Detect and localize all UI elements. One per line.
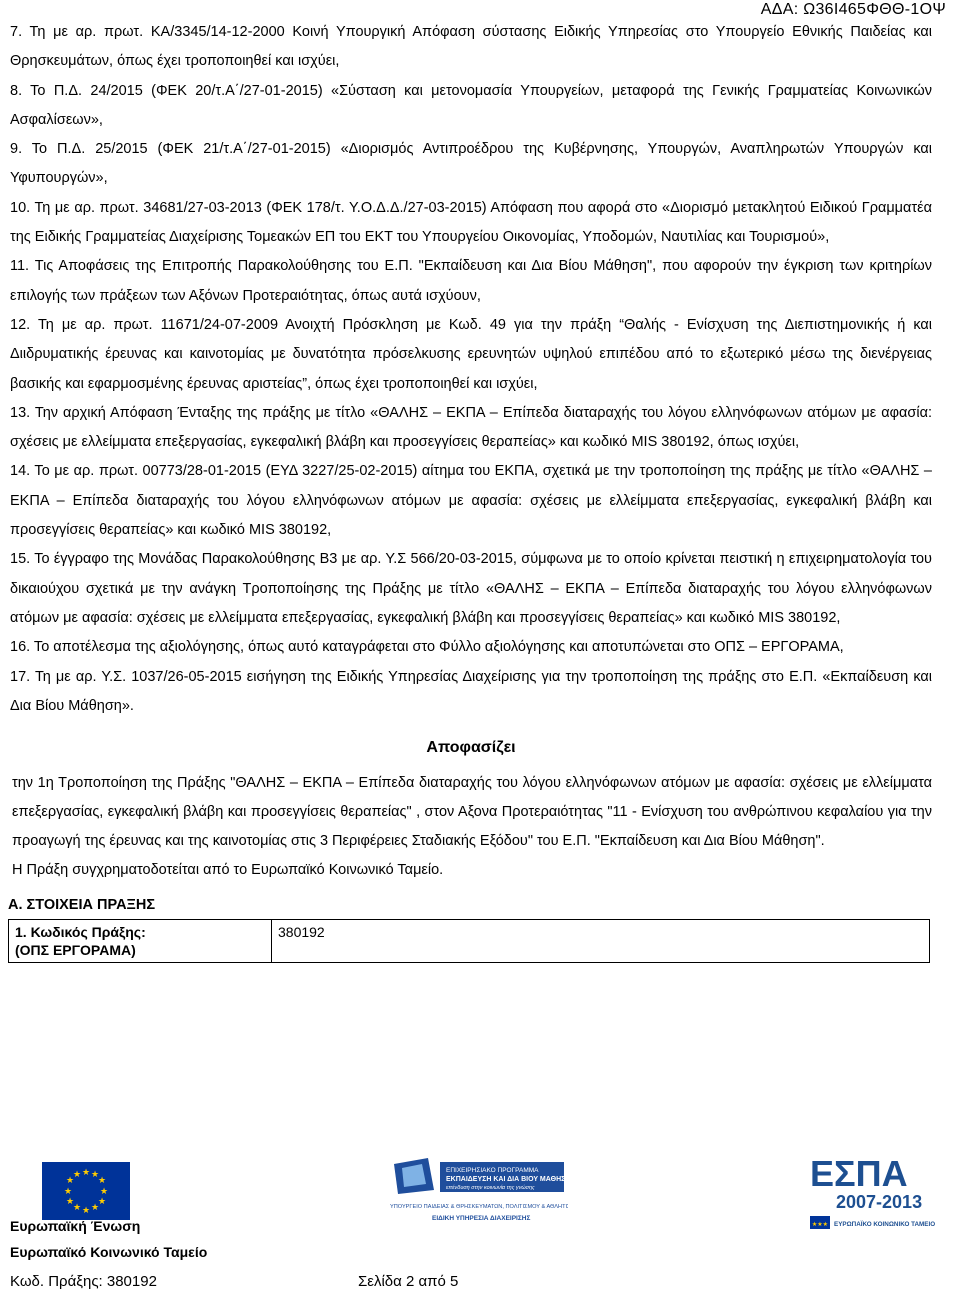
espa-logo xyxy=(806,1152,954,1234)
eu-caption-2: Ευρωπαϊκό Κοινωνικό Ταμείο xyxy=(10,1244,208,1260)
document-body xyxy=(10,18,932,963)
svg-text:★★★: ★★★ xyxy=(811,1221,829,1228)
svg-text:★: ★ xyxy=(72,1170,82,1180)
svg-text:★: ★ xyxy=(97,1176,107,1186)
project-code-label xyxy=(9,920,272,963)
espa-sub: ΕΥΡΩΠΑΪΚΟ ΚΟΙΝΩΝΙΚΟ ΤΑΜΕΙΟ xyxy=(834,1221,936,1228)
paragraph-15: 15. Το έγγραφο της Μονάδας Παρακολούθησης Β3 με αρ. Υ.Σ 566/20-03-2015, σύμφωνα με το οποίο κρίνεται πειστική η επιχειρηματολογία του δικαιούχου σχετικά με την ανάγκη Τροποποίησης της Πράξης με τίτλο «ΘΑΛΗΣ – ΕΚΠΑ – Επίπεδα διαταραχής του λόγου ελληνόφωνων ατόμων με αφασία: σχέσεις με ελλείμματα επεξεργασίας, εγκεφαλική βλάβη και προσεγγίσεις θεραπείας» και κωδικό MIS 380192, xyxy=(10,551,932,626)
svg-text:★: ★ xyxy=(81,1168,91,1178)
footer-page-info: Σελίδα 2 από 5 xyxy=(358,1273,459,1290)
ada-code: ΑΔΑ: Ω36Ι465ΦΘΘ-1ΟΨ xyxy=(760,1,946,18)
lll-text-3: επένδυση στην κοινωνία της γνώσης xyxy=(446,1185,535,1191)
lll-text-1: ΕΠΙΧΕΙΡΗΣΙΑΚΟ ΠΡΟΓΡΑΜΜΑ xyxy=(446,1167,539,1174)
project-code-value: 380192 xyxy=(272,920,930,963)
decision-block xyxy=(12,769,932,885)
paragraph-12: 12. Τη με αρ. πρωτ. 11671/24-07-2009 Ανοιχτή Πρόσκληση με Κωδ. 49 για την πράξη “Θαλής - Ενίσχυση της Διεπιστημονικής ή και Διιδρυματικής έρευνας και καινοτομίας με δυνατότητα πρόσελκυσης ερευνητών υψηλού επιπέδου από το εξωτερικό μέσω της διενέργειας βασικής και εφαρμοσμένης έρευνας αριστείας”, όπως έχει τροποποιηθεί και ισχύει, xyxy=(10,316,932,392)
espa-years: 2007-2013 xyxy=(836,1192,923,1212)
svg-text:★: ★ xyxy=(99,1187,109,1197)
paragraph-10: 10. Τη με αρ. πρωτ. 34681/27-03-2013 (ΦΕΚ 178/τ. Υ.Ο.Δ.Δ./27-03-2015) Απόφαση που αφορά στο «Διορισμό μετακλητού Ειδικού Γραμματέα της Ειδικής Γραμματείας Διαχείρισης Τομεακών ΕΠ του ΕΚΤ του Υπουργείου Οικονομίας, Υποδομών, Ναυτιλίας και Τουρισμού», xyxy=(10,199,932,246)
svg-text:★: ★ xyxy=(81,1206,91,1216)
eu-caption-1: Ευρωπαϊκή Ένωση xyxy=(10,1218,141,1234)
section-title: Α. ΣΤΟΙΧΕΙΑ ΠΡΑΞΗΣ xyxy=(8,897,156,914)
svg-text:★: ★ xyxy=(72,1203,82,1213)
lll-program-logo xyxy=(388,1154,568,1228)
decision-text: την 1η Τροποποίηση της Πράξης "ΘΑΛΗΣ – ΕΚΠΑ – Επίπεδα διαταραχής του λόγου ελληνόφωνων ατόμων με αφασία: σχέσεις με ελλείμματα επεξεργασίας, εγκεφαλική βλάβη και προσεγγίσεις θεραπείας" , στον Αξονα Προτεραιότητας "11 - Ενίσχυση του ανθρώπινου κεφαλαίου για την προαγωγή της έρευνας και της καινοτομίας στις 3 Περιφέρειες Σταδιακής Εξόδου" του Ε.Π. "Εκπαίδευση και Δια Βίου Μάθηση". xyxy=(12,775,932,850)
svg-text:★: ★ xyxy=(63,1187,73,1197)
project-info-table xyxy=(8,919,930,963)
paragraph-14: 14. Το με αρ. πρωτ. 00773/28-01-2015 (ΕΥΔ 3227/25-02-2015) αίτημα του ΕΚΠΑ, σχετικά με την τροποποίηση της πράξης με τίτλο «ΘΑΛΗΣ – ΕΚΠΑ – Επίπεδα διαταραχής του λόγου ελληνόφωνων ατόμων με αφασία: σχέσεις με ελλείμματα επεξεργασίας, εγκεφαλική βλάβη και προσεγγίσεις θεραπείας» και κωδικό MIS 380192, xyxy=(10,463,932,539)
svg-text:★: ★ xyxy=(65,1176,75,1186)
footer-project-code: Κωδ. Πράξης: 380192 xyxy=(10,1273,157,1290)
table-row xyxy=(9,920,930,963)
lll-text-4: ΥΠΟΥΡΓΕΙΟ ΠΑΙΔΕΙΑΣ & ΘΡΗΣΚΕΥΜΑΤΩΝ, ΠΟΛΙΤΙΣΜΟΥ & ΑΘΛΗΤΙΣΜΟΥ xyxy=(390,1204,568,1210)
paragraph-16: 16. Το αποτέλεσμα της αξιολόγησης, όπως αυτό καταγράφεται στο Φύλλο αξιολόγησης και αποτυπώνεται στο ΟΠΣ – ΕΡΓΟΡΑΜΑ, xyxy=(10,639,844,656)
svg-text:★: ★ xyxy=(90,1170,100,1180)
svg-text:★: ★ xyxy=(65,1197,75,1207)
paragraph-13: 13. Την αρχική Απόφαση Ένταξης της πράξης με τίτλο «ΘΑΛΗΣ – ΕΚΠΑ – Επίπεδα διαταραχής του λόγου ελληνόφωνων ατόμων με αφασία: σχέσεις με ελλείμματα επεξεργασίας, εγκεφαλική βλάβη και προσεγγίσεις θεραπείας» και κωδικό MIS 380192, όπως ισχύει, xyxy=(10,404,932,451)
project-code-label-line1: 1. Κωδικός Πράξης: xyxy=(15,924,146,941)
paragraph-17: 17. Τη με αρ. Υ.Σ. 1037/26-05-2015 εισήγηση της Ειδικής Υπηρεσίας Διαχείρισης για την τροποποίηση της πράξης στο Ε.Π. «Εκπαίδευση και Δια Βίου Μάθηση». xyxy=(10,668,932,714)
espa-title: ΕΣΠΑ xyxy=(810,1153,908,1194)
project-code-label-line2: (ΟΠΣ ΕΡΓΟΡΑΜΑ) xyxy=(15,942,136,959)
eu-flag-icon xyxy=(42,1162,130,1220)
paragraph-7: 7. Τη με αρ. πρωτ. ΚΑ/3345/14-12-2000 Κοινή Υπουργική Απόφαση σύστασης Ειδικής Υπηρεσίας στο Υπουργείο Εθνικής Παιδείας και Θρησκευμάτων, όπως έχει τροποποιηθεί και ισχύει, xyxy=(10,24,932,70)
paragraph-11: 11. Τις Αποφάσεις της Επιτροπής Παρακολούθησης του Ε.Π. "Εκπαίδευση και Δια Βίου Μάθηση", που αφορούν την έγκριση των κριτηρίων επιλογής των πράξεων των Αξόνων Προτεραιότητας, όπως αυτά ισχύουν, xyxy=(10,258,932,304)
footer-logos xyxy=(0,1153,960,1262)
funding-text: Η Πράξη συγχρηματοδοτείται από το Ευρωπαϊκό Κοινωνικό Ταμείο. xyxy=(12,862,444,879)
svg-text:★: ★ xyxy=(90,1203,100,1213)
svg-text:★: ★ xyxy=(97,1197,107,1207)
lll-text-5: ΕΙΔΙΚΗ ΥΠΗΡΕΣΙΑ ΔΙΑΧΕΙΡΙΣΗΣ xyxy=(432,1215,531,1222)
paragraph-8: 8. Το Π.Δ. 24/2015 (ΦΕΚ 20/τ.Α΄/27-01-2015) «Σύσταση και μετονομασία Υπουργείων, μεταφορά της Γενικής Γραμματείας Κοινωνικών Ασφαλίσεων», xyxy=(10,82,932,128)
lll-text-2: ΕΚΠΑΙΔΕΥΣΗ ΚΑΙ ΔΙΑ ΒΙΟΥ ΜΑΘΗΣΗ xyxy=(446,1176,568,1183)
paragraph-9: 9. Το Π.Δ. 25/2015 (ΦΕΚ 21/τ.Α΄/27-01-2015) «Διορισμός Αντιπροέδρου της Κυβέρνησης, Υπουργών, Αναπληρωτών Υπουργών και Υφυπουργών», xyxy=(10,141,932,187)
decision-heading: Αποφασίζει xyxy=(426,739,516,757)
